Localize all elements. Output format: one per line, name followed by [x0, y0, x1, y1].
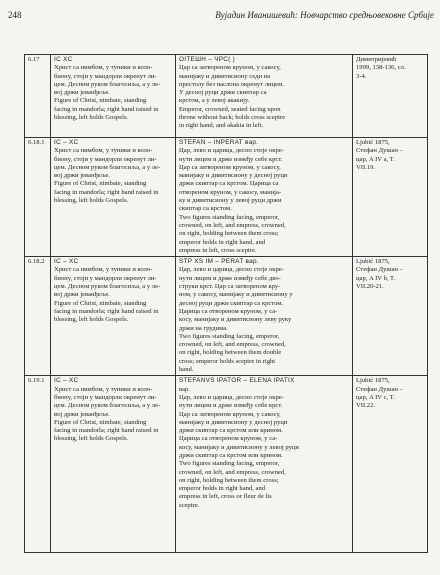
- reverse-cell: [176, 138, 353, 257]
- obverse-line: биону, стоји у мандорли окренут ли-: [54, 72, 157, 80]
- reverse-line: Цар са затвореном круном, у сакосу,: [179, 163, 281, 171]
- reverse-line: empress in left, cross sceptre.: [179, 246, 257, 254]
- reverse-line: Two figures standing facing, emperor,: [179, 332, 280, 340]
- obverse-line: Христ са нимбом, у туники и коло-: [54, 147, 153, 155]
- refs-line: цар, A IV c, T.: [356, 393, 395, 401]
- reverse-line: манијаку и дивитисиону у десној руци: [179, 172, 288, 180]
- refs-line: Димитријевић: [356, 56, 397, 63]
- reverse-line: косу, манијаку и дивитисиону леву руку: [179, 316, 292, 324]
- refs-line: цар, A IV b, T.: [356, 274, 396, 282]
- reverse-line: Цар, лево и царица, десно стоје окре-: [179, 266, 284, 274]
- reverse-line: скиптар са крстом.: [179, 205, 232, 213]
- obverse-line: цем. Десном руком благосиља, а у ле-: [54, 283, 161, 291]
- running-header: [8, 10, 434, 24]
- obverse-line: цем. Десном руком благосиља, а у ле-: [54, 80, 161, 88]
- reverse-line: STP XS IM – PERAT вар.: [179, 258, 259, 266]
- obverse-line: blessing, left holds Gospels.: [54, 316, 129, 324]
- reverse-line: нути лицем и држе између себе крст.: [179, 155, 283, 163]
- obverse-cell: [51, 257, 176, 376]
- refs-line: VII.22.: [356, 402, 376, 410]
- catalogue-id: 6.18.2: [28, 258, 45, 266]
- references-cell: [353, 257, 428, 376]
- reverse-line: престолу без наслона окренут лицем.: [179, 80, 284, 88]
- reverse-line: држи скиптар са крстом или крином.: [179, 451, 283, 459]
- catalogue-id: 6.17: [28, 56, 40, 63]
- obverse-line: Христ са нимбом, у туники и коло-: [54, 266, 153, 274]
- obverse-line: цем. Десном руком благосиља, а у ле-: [54, 402, 161, 410]
- table-row: [25, 376, 428, 553]
- reverse-line: У десној руци држи скиптар са: [179, 89, 267, 97]
- obverse-line: facing in mandorla; right hand raised in: [54, 307, 159, 315]
- refs-line: Стефан Душан –: [356, 385, 403, 393]
- reverse-line: ку и дивитисиону у левој руци држи: [179, 197, 282, 205]
- catalogue-id: 6.19.1: [28, 377, 45, 385]
- catalogue-id: 6.18.1: [28, 139, 45, 146]
- refs-line: 1999, 138-136, сл.: [356, 64, 406, 72]
- reverse-line: струки крст. Цар са затвореном кру-: [179, 283, 281, 291]
- refs-line: Ljubić 1875,: [356, 258, 390, 266]
- obverse-cell: [51, 376, 176, 553]
- refs-line: VII.20-21.: [356, 283, 384, 291]
- table-row: [25, 138, 428, 257]
- reverse-line: косу, манијаку и дивитисиону у левој руци: [179, 443, 299, 451]
- obverse-line: IC – XC: [54, 377, 79, 385]
- reverse-line: emperor holds in right hand, and: [179, 485, 266, 493]
- obverse-line: Figure of Christ, nimbate, standing: [54, 418, 147, 426]
- catalogue-id-cell: [25, 55, 51, 138]
- references-cell: [353, 138, 428, 257]
- reverse-line: отвореном круном, у сакосу, манија-: [179, 188, 282, 196]
- obverse-line: blessing, left holds Gospels.: [54, 114, 129, 122]
- references-cell: [353, 55, 428, 138]
- reverse-line: in right hand, and akakia in left.: [179, 122, 264, 130]
- page-number: 248: [8, 10, 22, 20]
- reverse-line: throne without back; holds cross sceptre: [179, 114, 286, 122]
- refs-line: Ljubić 1875,: [356, 139, 390, 146]
- obverse-line: Figure of Christ, nimbate, standing: [54, 180, 147, 188]
- running-title: Вујадин Иванишевић: Новчарство средњовековне Србије: [215, 10, 434, 20]
- refs-line: Ljubić 1875,: [356, 377, 390, 385]
- table-row: [25, 55, 428, 138]
- reverse-line: крстом, а у левој акакију.: [179, 97, 250, 105]
- reverse-line: hand.: [179, 366, 194, 374]
- refs-line: Стефан Душан –: [356, 266, 403, 274]
- obverse-line: цем. Десном руком благосиља, а у ле-: [54, 163, 161, 171]
- refs-line: Стефан Душан –: [356, 147, 403, 155]
- obverse-line: вој држи јеванђеље.: [54, 172, 110, 180]
- reverse-line: on right, holding between them double: [179, 349, 282, 357]
- reverse-line: crowned, on left, and empress, crowned,: [179, 468, 286, 476]
- reverse-line: ОІТЕШН – ЧРС( ): [179, 56, 236, 63]
- reverse-line: Цар са затвореном круном, у сакосу,: [179, 64, 281, 72]
- refs-line: VII.19.: [356, 163, 376, 171]
- obverse-line: blessing, left holds Gospels.: [54, 197, 129, 205]
- refs-line: цар, A IV a, T.: [356, 155, 395, 163]
- obverse-line: facing in mandorla; right hand raised in: [54, 427, 159, 435]
- reverse-line: Two figures standing facing, emperor,: [179, 213, 280, 221]
- reverse-cell: [176, 376, 353, 553]
- refs-line: 3-4.: [356, 72, 367, 80]
- reverse-line: Цар са затвореном круном, у сакосу,: [179, 410, 281, 418]
- reverse-line: STEFANVS IPATOR – ELENA IPATIX: [179, 377, 295, 385]
- obverse-line: вој држи јеванђеље.: [54, 291, 110, 299]
- obverse-line: facing in mandorla; right hand raised in: [54, 188, 159, 196]
- coin-catalogue-table: [24, 54, 428, 553]
- catalogue-id-cell: [25, 138, 51, 257]
- reverse-line: emperor holds in right hand, and: [179, 238, 266, 246]
- reverse-line: Царица са отвореном круном, у са-: [179, 435, 278, 443]
- reverse-line: нути лицем и држе између себе крст.: [179, 402, 283, 410]
- reverse-line: crowned, on left, and empress, crowned,: [179, 341, 286, 349]
- obverse-line: Христ са нимбом, у туники и коло-: [54, 385, 153, 393]
- reverse-line: cross; emperor holds sceptre in right: [179, 357, 276, 365]
- references-cell: [353, 376, 428, 553]
- catalogue-id-cell: [25, 376, 51, 553]
- obverse-line: биону, стоји у мандорли окренут ли-: [54, 274, 157, 282]
- reverse-line: sceptre.: [179, 501, 200, 509]
- table-row: [25, 257, 428, 376]
- reverse-line: десној руци држи скиптар са крстом.: [179, 299, 284, 307]
- obverse-line: facing in mandorla; right hand raised in: [54, 105, 159, 113]
- reverse-line: држи скиптар са крстом или крином.: [179, 427, 283, 435]
- reverse-line: држи на грудима.: [179, 324, 228, 332]
- reverse-line: нути лицем и држе између себе дво-: [179, 274, 281, 282]
- reverse-cell: [176, 55, 353, 138]
- reverse-line: STEFAN – INPERAT вар.: [179, 139, 259, 146]
- obverse-line: Христ са нимбом, у туники и коло-: [54, 64, 153, 72]
- reverse-line: ном, у сакосу, манијаку и дивитисиону у: [179, 291, 293, 299]
- reverse-cell: [176, 257, 353, 376]
- catalogue-id-cell: [25, 257, 51, 376]
- obverse-line: Figure of Christ, nimbate, standing: [54, 97, 147, 105]
- reverse-line: on right, holding between them cross;: [179, 476, 279, 484]
- reverse-line: Emperor, crowned, seated facing upon: [179, 105, 281, 113]
- reverse-line: држи скиптар са крстом. Царица са: [179, 180, 279, 188]
- obverse-line: биону, стоји у мандорли окренут ли-: [54, 393, 157, 401]
- obverse-line: вој држи јеванђеље.: [54, 89, 110, 97]
- obverse-line: IC – XC: [54, 258, 79, 266]
- reverse-line: empress in left, cross or fleur de lis: [179, 493, 272, 501]
- obverse-line: IC – XC: [54, 139, 79, 146]
- reverse-line: Цар, лево и царица, десно стоје окре-: [179, 393, 284, 401]
- obverse-line: Figure of Christ, nimbate, standing: [54, 299, 147, 307]
- obverse-line: вој држи јеванђеље.: [54, 410, 110, 418]
- obverse-line: биону, стоји у мандорли окренут ли-: [54, 155, 157, 163]
- obverse-cell: [51, 55, 176, 138]
- obverse-line: blessing, left holds Gospels.: [54, 435, 129, 443]
- reverse-line: on right, holding between them cross;: [179, 230, 279, 238]
- reverse-line: вар.: [179, 385, 190, 393]
- reverse-line: манијаку и дивитисиону седи на: [179, 72, 271, 80]
- reverse-line: crowned, on left, and empress, crowned,: [179, 221, 286, 229]
- obverse-cell: [51, 138, 176, 257]
- reverse-line: Two figures standing facing, emperor,: [179, 460, 280, 468]
- reverse-line: Царица са отвореном круном, у са-: [179, 307, 278, 315]
- obverse-line: IC XC: [54, 56, 73, 63]
- reverse-line: Цар, лево и царица, десно стоје окре-: [179, 147, 284, 155]
- reverse-line: манијаку и дивитисиону у десној руци: [179, 418, 288, 426]
